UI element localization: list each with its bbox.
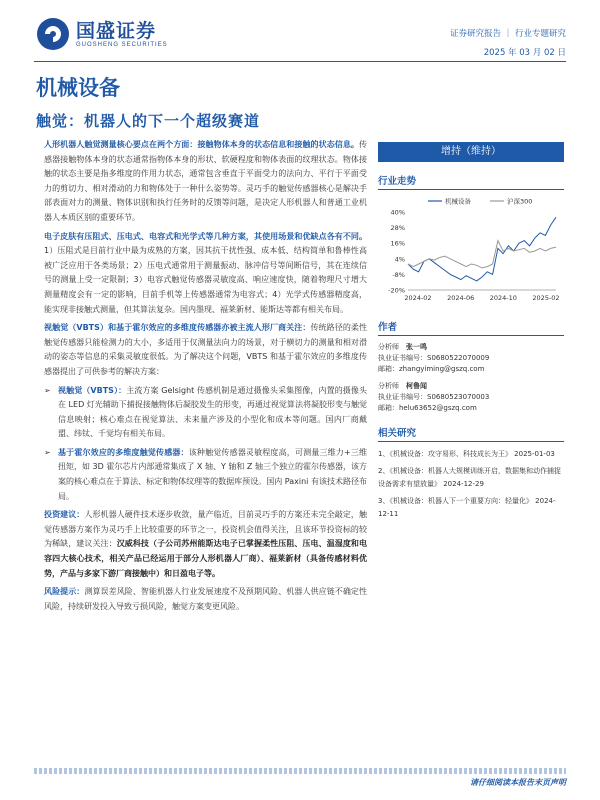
sub-point-text: 主流方案 Gelsight 传感机制是通过摄像头采集图像，内置的摄像头在 LED 灯光辅助下捕捉接触物体后凝胶发生的形变，再通过视觉算法将凝胶形变与触觉信息映射；核心难点在视觉算法、未来量产涉及的小型化和成本等问题。国内厂商戴盟、纬钛、千觉均有相关布局。 <box>58 385 367 439</box>
related-item[interactable]: 3、《机械设备：机器人下一个重要方向：轻量化》 2024-12-11 <box>378 497 556 518</box>
y-tick-label: 28% <box>390 224 405 233</box>
author-role: 分析师 <box>378 382 399 390</box>
x-tick-label: 2024-06 <box>447 294 475 302</box>
paragraph-text: 1）压阻式是目前行业中最为成熟的方案，因其抗干扰性强、成本低、结构简单和鲁棒性高被广泛应用于各类场景；2）压电式通常用于测量振动、脉冲信号等间断信号，其在连续信号的测量上受一定限制；3）电容式触觉传感器灵敏度高、响应速度快，随着物理尺寸增大测量精度会有一定的影响，目前手机等上传感器通常为电容式；4）光学式传感器精度高，能实现非接触式测量，但其算法复杂。国内墨现、福莱新材、能斯达等都有相关布局。 <box>44 246 367 314</box>
summary-column <box>44 138 367 618</box>
related-item[interactable]: 1、《机械设备：攻守易形、科技成长为王》 2025-01-03 <box>378 450 555 458</box>
y-tick-label: 40% <box>390 208 405 217</box>
paragraph-text: 人形机器人硬件技术逐步收敛，量产临近，目前灵巧手的方案还未完全敲定，触觉传感器方案作为灵巧手上比较重要的环节之一，投资机会值得关注，且该环节投资标的较为稀缺，建议关注： <box>44 510 368 549</box>
sub-point-vbts <box>44 384 367 442</box>
rating-badge: 增持（维持） <box>378 142 564 162</box>
authors-section-title: 作者 <box>378 320 564 336</box>
paragraph-investment <box>44 508 367 581</box>
paragraph-vbts <box>44 321 367 379</box>
logo-name-en: GUOSHENG SECURITIES <box>76 41 168 48</box>
author-cert: 执业证书编号：S0680522070009 <box>378 354 490 362</box>
sub-point-hall <box>44 446 367 504</box>
arrow-bullet-icon: ➢ <box>44 447 51 457</box>
chart-section-title: 行业走势 <box>378 174 564 190</box>
series-line-0 <box>408 217 556 281</box>
highlight: 电子皮肤有压阻式、压电式、电容式和光学式等几种方案，其使用场景和优缺点各有不同。 <box>44 231 367 241</box>
highlight: 人形机器人触觉测量核心要点在两个方面：接触物体本身的状态信息和接触的状态信息。 <box>44 140 359 149</box>
report-date: 2025 年 03 月 02 日 <box>483 48 566 58</box>
legend-label: 机械设备 <box>445 197 471 206</box>
series-line-1 <box>408 241 556 268</box>
industry-name: 机械设备 <box>36 76 120 100</box>
paragraph-risk <box>44 585 367 614</box>
y-tick-label: 16% <box>390 239 405 248</box>
sidebar <box>378 138 564 525</box>
x-tick-label: 2025-02 <box>532 294 560 302</box>
paragraph-e-skin <box>44 230 367 318</box>
highlight: 视触觉（VBTS）和基于霍尔效应的多维度传感器亦被主流人形厂商关注： <box>44 323 311 333</box>
report-type: 证券研究报告 ｜ 行业专题研究 <box>450 29 566 39</box>
footer-disclaimer: 请仔细阅读本报告末页声明 <box>470 778 566 787</box>
paragraph-text: 传统路径的柔性触觉传感器只能检测力的大小，多适用于仅测量法向力的场景，对于横切力的测量和相对滑动的姿态等信息的采集灵敏度很低。为了解决这个问题，VBTS 和基于霍尔效应的多维度传感器提出了可供参考的解决方案： <box>44 323 368 376</box>
author-role: 分析师 <box>378 343 399 351</box>
author-2 <box>378 381 564 414</box>
recommendation: 汉威科技（子公司苏州能斯达电子已掌握柔性压阻、压电、温湿度和电容四大核心技术，相关产品已经运用于部分人形机器人厂商）、福莱新材（具备传感材料优势，产品与多家下游厂商接触中）和日盈电子等。 <box>44 539 368 578</box>
paragraph-text: 传感器接触物体本身的状态通常指物体本身的形状、软硬程度和物体表面的纹理状态。物体接触的状态主要是指多维度的作用力状态，通常包含垂直于平面受力的法向力、平行于平面受力的剪切力、相对滑动的力和物体处于一种什么姿势等。灵巧手的触觉传感器核心是解决手部表面对力的测量、物体识别和执行任务时的反馈等问题，是决定人形机器人和普通工业机器人本质区别的重要环节。 <box>44 140 367 222</box>
logo-icon <box>36 17 70 51</box>
related-item[interactable]: 2、《机械设备：机器人大规模训练开启，数据集和动作捕捉设备需求有望放量》 2024-12-29 <box>378 467 561 488</box>
company-logo <box>36 17 168 51</box>
paragraph-touch-measurement <box>44 138 367 226</box>
highlight: 风险提示： <box>44 587 85 597</box>
legend-label: 沪深300 <box>507 197 533 206</box>
highlight: 投资建议： <box>44 510 85 520</box>
footer-decoration <box>34 768 566 774</box>
highlight: 基于霍尔效应的多维度触觉传感器： <box>58 447 189 457</box>
y-tick-label: 4% <box>394 255 405 264</box>
highlight: 视触觉（VBTS）： <box>58 385 127 395</box>
report-title: 触觉：机器人的下一个超级赛道 <box>36 112 261 130</box>
x-tick-label: 2024-02 <box>404 294 432 302</box>
sub-point-text: 该种触觉传感器灵敏程度高，可测量三维力+三维扭矩，如 3D 霍尔芯片内部通常集成了 X 轴、Y 轴和 Z 轴三个独立的霍尔传感器，该方案的核心难点在于算法、标定和物体纹理等的数据库预设。国内 Paxini 有该技术路径布局。 <box>58 447 368 501</box>
trend-chart-svg <box>378 194 564 304</box>
logo-name-cn: 国盛证券 <box>76 19 157 42</box>
author-email[interactable]: 邮箱：zhangyiming@gszq.com <box>378 365 485 373</box>
y-tick-label: -20% <box>388 286 405 295</box>
author-name: 柯鲁闻 <box>406 382 427 390</box>
arrow-bullet-icon: ➢ <box>44 385 51 395</box>
paragraph-text: 测算误差风险、智能机器人行业发展速度不及预期风险、机器人供应链不确定性风险，持续研发投入导致亏损风险，触觉方案变更风险。 <box>44 587 368 611</box>
related-list <box>378 448 564 521</box>
header-divider <box>34 61 566 62</box>
related-section-title: 相关研究 <box>378 426 564 442</box>
trend-chart <box>378 194 564 308</box>
author-cert: 执业证书编号：S0680523070003 <box>378 393 490 401</box>
author-name: 张一鸣 <box>406 343 427 351</box>
author-1 <box>378 342 564 375</box>
x-tick-label: 2024-10 <box>489 294 517 302</box>
y-tick-label: -8% <box>392 270 405 279</box>
author-email[interactable]: 邮箱：helu63652@gszq.com <box>378 404 477 412</box>
